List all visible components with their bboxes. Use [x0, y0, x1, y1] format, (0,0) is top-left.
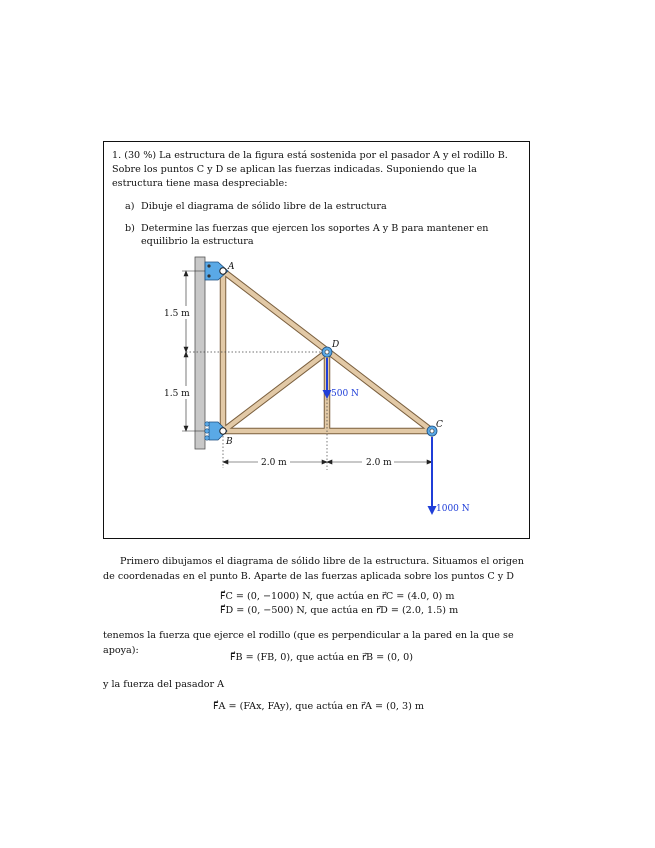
- item-b-text: Determine las fuerzas que ejercen los soportes A y B para mantener en equilibrio la estructura: [141, 223, 489, 247]
- point-label-b: B: [226, 437, 233, 447]
- equation-fa: F⃗A = (FAx, FAy), que actúa en r⃗A = (0, 3) m: [213, 701, 425, 712]
- member-bd: [223, 352, 327, 431]
- wall: [195, 257, 205, 449]
- force-c-label: 1000 N: [436, 504, 470, 514]
- point-label-a: A: [228, 262, 235, 272]
- dim-right-width: 2.0 m: [366, 458, 392, 468]
- dim-left-width: 2.0 m: [261, 458, 287, 468]
- pin-a: [220, 268, 226, 274]
- bolt-icon: [207, 264, 210, 267]
- solution-paragraph-1: Primero dibujamos el diagrama de sólido libre de la estructura. Situamos el origen de coordenadas en el punto B. Aparte de las fuerzas aplicada sobre los puntos C y D: [103, 556, 524, 582]
- dim-lower-height: 1.5 m: [164, 389, 190, 399]
- roller-icon: [205, 422, 209, 426]
- dim-upper-height: 1.5 m: [164, 309, 190, 319]
- pin-b: [220, 428, 226, 434]
- equation-fc: F⃗C = (0, −1000) N, que actúa en r⃗C = (4.0, 0) m: [220, 591, 455, 602]
- equation-fb: F⃗B = (FB, 0), que actúa en r⃗B = (0, 0): [230, 652, 413, 663]
- force-d-label: 500 N: [331, 389, 359, 399]
- pin-d: [325, 350, 329, 354]
- problem-statement: 1. (30 %) La estructura de la figura está sostenida por el pasador A y el rodillo B. Sobre los puntos C y D se aplican las fuerzas indicadas. Suponiendo que la estructura tiene masa despreciable:: [112, 150, 508, 189]
- item-a-label: a): [125, 201, 135, 212]
- item-b-label: b): [125, 223, 135, 234]
- point-label-d: D: [332, 340, 340, 350]
- equation-fd: F⃗D = (0, −500) N, que actúa en r⃗D = (2.0, 1.5) m: [220, 605, 459, 616]
- solution-paragraph-3: y la fuerza del pasador A: [103, 679, 225, 690]
- roller-icon: [205, 436, 209, 440]
- point-label-c: C: [436, 420, 443, 430]
- solution-paragraph-2: tenemos la fuerza que ejerce el rodillo (que es perpendicular a la pared en la que se apoya):: [103, 630, 514, 656]
- bolt-icon: [207, 274, 210, 277]
- pin-c: [430, 429, 434, 433]
- item-a-text: Dibuje el diagrama de sólido libre de la estructura: [141, 201, 387, 212]
- roller-icon: [205, 429, 209, 433]
- horizontal-dimensions: [223, 460, 432, 464]
